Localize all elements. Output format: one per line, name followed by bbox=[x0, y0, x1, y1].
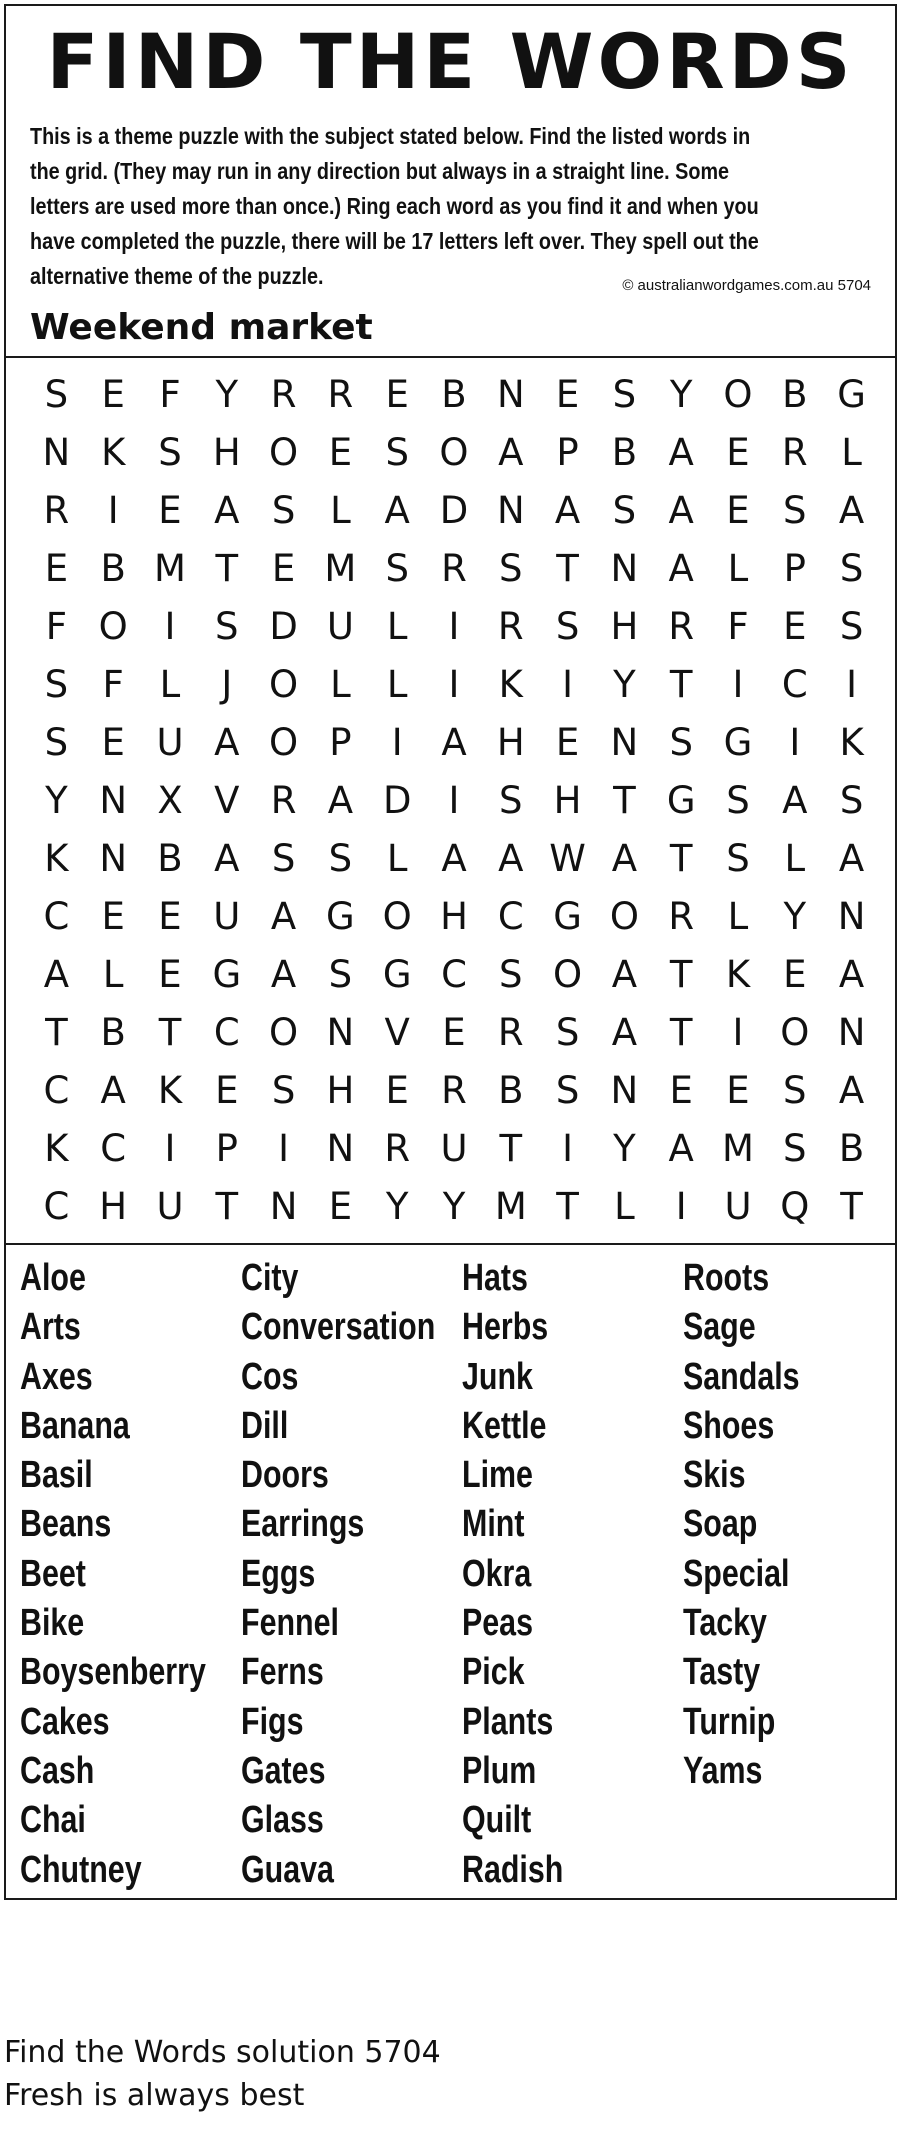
grid-cell[interactable]: E bbox=[328, 1185, 353, 1228]
grid-cell[interactable]: B bbox=[498, 1069, 524, 1112]
word-list-item: Lime bbox=[462, 1454, 533, 1497]
grid-cell[interactable]: S bbox=[555, 605, 580, 648]
word-list-item: Chai bbox=[20, 1799, 86, 1842]
grid-cell[interactable]: N bbox=[610, 1069, 639, 1112]
grid-cell[interactable]: O bbox=[723, 373, 753, 416]
grid-cell[interactable]: L bbox=[727, 547, 749, 590]
grid-cell[interactable]: A bbox=[838, 953, 865, 996]
word-list bbox=[20, 1254, 890, 1894]
grid-cell[interactable]: H bbox=[99, 1185, 128, 1228]
grid-cell[interactable]: Y bbox=[385, 1185, 409, 1228]
grid-cell[interactable]: E bbox=[555, 373, 580, 416]
word-list-item: Glass bbox=[241, 1799, 324, 1842]
grid-cell[interactable]: C bbox=[497, 895, 524, 938]
word-list-item: Eggs bbox=[241, 1552, 316, 1595]
grid-cell[interactable]: P bbox=[783, 547, 806, 590]
grid-cell[interactable]: T bbox=[45, 1011, 68, 1054]
grid-cell[interactable]: Y bbox=[45, 779, 68, 822]
grid-cell[interactable]: E bbox=[215, 1069, 239, 1112]
grid-cell[interactable]: A bbox=[498, 431, 524, 474]
grid-cell[interactable]: A bbox=[611, 1011, 638, 1054]
grid-cell[interactable]: I bbox=[562, 1127, 574, 1170]
grid-cell[interactable]: S bbox=[726, 837, 750, 880]
grid-cell[interactable]: B bbox=[100, 1011, 126, 1054]
word-list-column bbox=[20, 1254, 241, 1895]
grid-cell[interactable]: A bbox=[43, 953, 70, 996]
copyright-text: © australianwordgames.com.au 5704 bbox=[622, 277, 871, 294]
word-list-item: Ferns bbox=[241, 1651, 324, 1694]
grid-cell[interactable]: I bbox=[846, 663, 858, 706]
grid-cell[interactable]: O bbox=[439, 431, 469, 474]
grid-cell[interactable]: C bbox=[43, 895, 70, 938]
word-list-item: Okra bbox=[462, 1552, 532, 1595]
grid-cell[interactable]: B bbox=[838, 1127, 865, 1170]
grid-cell[interactable]: T bbox=[669, 953, 693, 996]
grid-cell[interactable]: I bbox=[562, 663, 574, 706]
grid-cell[interactable]: N bbox=[837, 895, 866, 938]
grid-cell[interactable]: R bbox=[441, 547, 467, 590]
word-list-item: Plum bbox=[462, 1749, 537, 1792]
grid-cell[interactable]: I bbox=[732, 1011, 744, 1054]
grid-cell[interactable]: S bbox=[44, 663, 69, 706]
grid-cell[interactable]: G bbox=[212, 953, 242, 996]
grid-cell[interactable]: I bbox=[278, 1127, 290, 1170]
grid-cell[interactable]: N bbox=[610, 547, 639, 590]
grid-cell[interactable]: T bbox=[215, 547, 239, 590]
grid-cell[interactable]: S bbox=[783, 489, 807, 532]
grid-cell[interactable]: I bbox=[732, 663, 744, 706]
grid-cell[interactable]: E bbox=[101, 721, 125, 764]
grid-cell[interactable]: I bbox=[391, 721, 403, 764]
grid-cell[interactable]: S bbox=[612, 373, 637, 416]
puzzle-box bbox=[4, 4, 897, 1900]
word-list-item: Fennel bbox=[241, 1602, 339, 1645]
grid-cell[interactable]: S bbox=[726, 779, 750, 822]
word-list-item: Sage bbox=[683, 1306, 756, 1349]
grid-cell[interactable]: K bbox=[839, 721, 864, 764]
grid-cell[interactable]: N bbox=[42, 431, 71, 474]
grid-cell[interactable]: C bbox=[43, 1069, 70, 1112]
word-list-item: Bike bbox=[20, 1602, 85, 1645]
grid-cell[interactable]: L bbox=[784, 837, 806, 880]
grid-cell[interactable]: N bbox=[99, 837, 128, 880]
grid-cell[interactable]: M bbox=[154, 547, 186, 590]
grid-cell[interactable]: A bbox=[270, 895, 297, 938]
grid-cell[interactable]: T bbox=[840, 1185, 863, 1228]
grid-cell[interactable]: N bbox=[99, 779, 128, 822]
word-list-item: Tasty bbox=[683, 1651, 761, 1694]
grid-cell[interactable]: T bbox=[215, 1185, 239, 1228]
grid-cell[interactable]: N bbox=[610, 721, 639, 764]
grid-cell[interactable]: K bbox=[157, 1069, 183, 1112]
word-list-item: Roots bbox=[683, 1257, 770, 1299]
grid-cell[interactable]: I bbox=[164, 1127, 176, 1170]
word-list-item: Basil bbox=[20, 1454, 93, 1497]
grid-cell[interactable]: L bbox=[386, 605, 408, 648]
word-list-item: Radish bbox=[462, 1848, 564, 1891]
grid-cell[interactable]: B bbox=[100, 547, 126, 590]
grid-cell[interactable]: S bbox=[44, 373, 69, 416]
word-list-item: Pick bbox=[462, 1651, 525, 1694]
word-list-item: Kettle bbox=[462, 1404, 547, 1447]
grid-cell[interactable]: C bbox=[441, 953, 467, 996]
grid-cell[interactable]: W bbox=[549, 837, 586, 880]
grid-cell[interactable]: I bbox=[164, 605, 176, 648]
grid-cell[interactable]: K bbox=[725, 953, 751, 996]
grid-cell[interactable]: T bbox=[556, 1185, 579, 1228]
grid-cell[interactable]: A bbox=[327, 779, 354, 822]
grid-cell[interactable]: R bbox=[270, 779, 297, 822]
grid-cell[interactable]: S bbox=[612, 489, 637, 532]
grid-cell[interactable]: X bbox=[157, 779, 183, 822]
grid-cell[interactable]: U bbox=[156, 721, 184, 764]
word-list-item: Guava bbox=[241, 1848, 334, 1891]
word-list-item: Dill bbox=[241, 1404, 289, 1447]
grid-cell[interactable]: Q bbox=[780, 1185, 810, 1228]
word-list-item: Earrings bbox=[241, 1503, 365, 1546]
grid-cell[interactable]: A bbox=[668, 489, 694, 532]
grid-cell[interactable]: E bbox=[101, 895, 125, 938]
grid-cell[interactable]: S bbox=[328, 953, 353, 996]
grid-cell[interactable]: O bbox=[269, 1011, 299, 1054]
grid-cell[interactable]: S bbox=[499, 547, 523, 590]
grid-cell[interactable]: L bbox=[614, 1185, 635, 1228]
grid-cell[interactable]: S bbox=[555, 1069, 580, 1112]
grid-cell[interactable]: C bbox=[43, 1185, 70, 1228]
grid-cell[interactable]: L bbox=[727, 895, 749, 938]
word-list-item: Soap bbox=[683, 1503, 758, 1546]
grid-cell[interactable]: G bbox=[723, 721, 753, 764]
grid-cell[interactable]: P bbox=[556, 431, 579, 474]
grid-cell[interactable]: S bbox=[271, 837, 296, 880]
grid-cell[interactable]: E bbox=[101, 373, 125, 416]
grid-cell[interactable]: E bbox=[385, 373, 409, 416]
grid-cell[interactable]: A bbox=[668, 431, 694, 474]
theme-title: Weekend market bbox=[30, 307, 373, 348]
word-list-column bbox=[462, 1254, 683, 1895]
word-list-item: Cos bbox=[241, 1355, 299, 1398]
word-list-item: Banana bbox=[20, 1404, 130, 1447]
grid-cell[interactable]: I bbox=[448, 779, 460, 822]
grid-cell[interactable]: A bbox=[611, 953, 638, 996]
grid-cell[interactable]: C bbox=[213, 1011, 240, 1054]
grid-cell[interactable]: S bbox=[783, 1069, 807, 1112]
grid-cell[interactable]: K bbox=[44, 1127, 69, 1170]
grid-cell[interactable]: H bbox=[212, 431, 241, 474]
grid-cell[interactable]: Y bbox=[783, 895, 807, 938]
word-list-item: Conversation bbox=[241, 1306, 436, 1349]
grid-cell[interactable]: I bbox=[448, 663, 460, 706]
grid-cell[interactable]: D bbox=[382, 779, 412, 822]
grid-cell[interactable]: M bbox=[494, 1185, 527, 1228]
word-list-item: Gates bbox=[241, 1749, 326, 1792]
word-list-item: Hats bbox=[462, 1257, 528, 1299]
grid-cell[interactable]: M bbox=[324, 547, 357, 590]
grid-cell[interactable]: B bbox=[441, 373, 467, 416]
grid-top-divider bbox=[6, 356, 895, 358]
grid-cell[interactable]: K bbox=[101, 431, 126, 474]
grid-cell[interactable]: S bbox=[385, 431, 409, 474]
grid-cell[interactable]: Y bbox=[669, 373, 693, 416]
grid-cell[interactable]: O bbox=[269, 431, 299, 474]
grid-cell[interactable]: T bbox=[499, 1127, 523, 1170]
grid-cell[interactable]: R bbox=[497, 1011, 524, 1054]
grid-cell[interactable]: R bbox=[441, 1069, 467, 1112]
grid-cell[interactable]: S bbox=[783, 1127, 807, 1170]
grid-cell[interactable]: E bbox=[328, 431, 353, 474]
grid-cell[interactable]: I bbox=[107, 489, 119, 532]
word-list-item: Skis bbox=[683, 1454, 746, 1497]
grid-cell[interactable]: H bbox=[440, 895, 468, 938]
grid-cell[interactable]: G bbox=[666, 779, 696, 822]
grid-cell[interactable]: P bbox=[329, 721, 352, 764]
word-list-item: Shoes bbox=[683, 1404, 775, 1447]
grid-cell[interactable]: Y bbox=[613, 1127, 636, 1170]
grid-cell[interactable]: E bbox=[726, 1069, 750, 1112]
grid-cell[interactable]: U bbox=[213, 895, 241, 938]
word-list-item: Doors bbox=[241, 1454, 329, 1497]
instructions-text: This is a theme puzzle with the subject stated below. Find the listed words in the grid. (They may run in any direction but always in a straight line. Some letters are used more than once.) Ring each word as you find it and when you have completed the puzzle, there will be 17 letters left over. They spell out the alternative theme of the puzzle. bbox=[30, 123, 759, 289]
grid-cell[interactable]: E bbox=[669, 1069, 693, 1112]
grid-cell[interactable]: M bbox=[722, 1127, 754, 1170]
grid-cell[interactable]: A bbox=[838, 1069, 865, 1112]
grid-cell[interactable]: S bbox=[839, 779, 864, 822]
grid-cell[interactable]: A bbox=[441, 721, 467, 764]
word-list-column bbox=[241, 1254, 462, 1895]
grid-cell[interactable]: E bbox=[158, 489, 182, 532]
grid-cell[interactable]: U bbox=[440, 1127, 468, 1170]
grid-cell[interactable]: E bbox=[385, 1069, 409, 1112]
grid-cell[interactable]: E bbox=[783, 605, 807, 648]
grid-cell[interactable]: A bbox=[214, 837, 240, 880]
grid-cell[interactable]: E bbox=[726, 489, 750, 532]
grid-cell[interactable]: S bbox=[271, 1069, 296, 1112]
solution-answer: Fresh is always best bbox=[4, 2078, 305, 2113]
grid-cell[interactable]: O bbox=[98, 605, 128, 648]
grid-cell[interactable]: V bbox=[214, 779, 240, 822]
grid-cell[interactable]: H bbox=[496, 721, 525, 764]
grid-cell[interactable]: P bbox=[215, 1127, 238, 1170]
grid-cell[interactable]: S bbox=[669, 721, 693, 764]
word-list-item: Chutney bbox=[20, 1848, 142, 1891]
grid-cell[interactable]: E bbox=[783, 953, 807, 996]
grid-cell[interactable]: T bbox=[669, 1011, 693, 1054]
letter-grid[interactable] bbox=[28, 366, 880, 1236]
grid-cell[interactable]: F bbox=[159, 373, 181, 416]
grid-cell[interactable]: I bbox=[448, 605, 460, 648]
word-list-item: Axes bbox=[20, 1355, 93, 1398]
word-list-item: Tacky bbox=[683, 1602, 767, 1645]
grid-cell[interactable]: T bbox=[669, 837, 693, 880]
grid-cell[interactable]: A bbox=[498, 837, 524, 880]
word-list-item: Beet bbox=[20, 1552, 86, 1595]
solution-label: Find the Words solution 5704 bbox=[4, 2035, 441, 2070]
grid-cell[interactable]: U bbox=[724, 1185, 752, 1228]
grid-cell[interactable]: E bbox=[158, 953, 182, 996]
grid-cell[interactable]: R bbox=[497, 605, 524, 648]
grid-cell[interactable]: L bbox=[102, 953, 124, 996]
word-list-item: Herbs bbox=[462, 1306, 549, 1349]
grid-cell[interactable]: O bbox=[553, 953, 583, 996]
word-list-item: Peas bbox=[462, 1602, 533, 1645]
grid-cell[interactable]: A bbox=[838, 489, 865, 532]
grid-cell[interactable]: L bbox=[386, 837, 408, 880]
word-list-item: Sandals bbox=[683, 1355, 800, 1398]
grid-cell[interactable]: V bbox=[384, 1011, 410, 1054]
word-list-item: Boysenberry bbox=[20, 1651, 206, 1694]
grid-cell[interactable]: B bbox=[157, 837, 183, 880]
grid-cell[interactable]: R bbox=[384, 1127, 411, 1170]
grid-cell[interactable]: L bbox=[330, 663, 351, 706]
grid-cell[interactable]: S bbox=[499, 779, 523, 822]
grid-cell[interactable]: E bbox=[726, 431, 750, 474]
grid-cell[interactable]: I bbox=[675, 1185, 687, 1228]
grid-cell[interactable]: D bbox=[439, 489, 469, 532]
grid-cell[interactable]: H bbox=[326, 1069, 355, 1112]
grid-cell[interactable]: A bbox=[214, 489, 240, 532]
grid-cell[interactable]: Y bbox=[613, 663, 636, 706]
grid-cell[interactable]: T bbox=[613, 779, 636, 822]
grid-cell[interactable]: R bbox=[781, 431, 808, 474]
grid-cell[interactable]: S bbox=[839, 605, 864, 648]
grid-cell[interactable]: S bbox=[499, 953, 523, 996]
grid-cell[interactable]: S bbox=[839, 547, 864, 590]
grid-cell[interactable]: Y bbox=[215, 373, 239, 416]
grid-cell[interactable]: A bbox=[214, 721, 240, 764]
grid-cell[interactable]: K bbox=[498, 663, 523, 706]
grid-cell[interactable]: A bbox=[838, 837, 865, 880]
word-list-item: Arts bbox=[20, 1306, 81, 1349]
grid-cell[interactable]: R bbox=[327, 373, 354, 416]
word-list-item: Figs bbox=[241, 1700, 304, 1743]
word-list-item: Beans bbox=[20, 1503, 112, 1546]
grid-cell[interactable]: A bbox=[668, 1127, 694, 1170]
word-list-item: Quilt bbox=[462, 1799, 532, 1842]
word-list-item: Aloe bbox=[20, 1257, 86, 1299]
grid-cell[interactable]: E bbox=[442, 1011, 466, 1054]
grid-cell[interactable]: A bbox=[611, 837, 638, 880]
grid-cell[interactable]: T bbox=[556, 547, 579, 590]
grid-cell[interactable]: N bbox=[269, 1185, 298, 1228]
grid-cell[interactable]: N bbox=[326, 1011, 355, 1054]
grid-cell[interactable]: H bbox=[610, 605, 639, 648]
grid-cell[interactable]: B bbox=[611, 431, 638, 474]
grid-cell[interactable]: A bbox=[668, 547, 694, 590]
grid-cell[interactable]: N bbox=[326, 1127, 355, 1170]
grid-cell[interactable]: H bbox=[553, 779, 582, 822]
word-list-item: Plants bbox=[462, 1700, 554, 1743]
word-list-item: Yams bbox=[683, 1749, 763, 1792]
grid-cell[interactable]: F bbox=[727, 605, 749, 648]
word-list-column bbox=[683, 1254, 890, 1895]
grid-cell[interactable]: F bbox=[45, 605, 68, 648]
grid-cell[interactable]: L bbox=[159, 663, 181, 706]
grid-cell[interactable]: E bbox=[555, 721, 580, 764]
grid-cell[interactable]: E bbox=[158, 895, 182, 938]
solution-block bbox=[4, 2031, 441, 2117]
grid-cell[interactable]: T bbox=[669, 663, 693, 706]
grid-cell[interactable]: A bbox=[441, 837, 467, 880]
word-list-item: Cakes bbox=[20, 1700, 110, 1743]
grid-cell[interactable]: N bbox=[837, 1011, 866, 1054]
grid-cell[interactable]: G bbox=[382, 953, 412, 996]
grid-cell[interactable]: A bbox=[270, 953, 297, 996]
grid-cell[interactable]: B bbox=[782, 373, 808, 416]
grid-cell[interactable]: U bbox=[326, 605, 354, 648]
grid-cell[interactable]: K bbox=[44, 837, 69, 880]
grid-cell[interactable]: S bbox=[328, 837, 353, 880]
grid-cell[interactable]: G bbox=[326, 895, 355, 938]
grid-cell[interactable]: O bbox=[780, 1011, 810, 1054]
grid-cell[interactable]: J bbox=[221, 663, 233, 706]
puzzle-title: FIND THE WORDS bbox=[46, 17, 855, 106]
grid-cell[interactable]: C bbox=[781, 663, 808, 706]
grid-bottom-divider bbox=[6, 1243, 895, 1245]
grid-cell[interactable]: S bbox=[385, 547, 409, 590]
grid-cell[interactable]: L bbox=[330, 489, 351, 532]
grid-cell[interactable]: A bbox=[782, 779, 808, 822]
grid-cell[interactable]: G bbox=[837, 373, 866, 416]
grid-cell[interactable]: D bbox=[269, 605, 298, 648]
grid-cell[interactable]: L bbox=[841, 431, 862, 474]
grid-cell[interactable]: O bbox=[269, 663, 299, 706]
grid-cell[interactable]: I bbox=[789, 721, 801, 764]
grid-cell[interactable]: L bbox=[386, 663, 408, 706]
grid-cell[interactable]: R bbox=[668, 605, 695, 648]
grid-cell[interactable]: Y bbox=[442, 1185, 466, 1228]
grid-cell[interactable]: N bbox=[496, 489, 525, 532]
word-list-item: Special bbox=[683, 1552, 790, 1595]
grid-cell[interactable]: R bbox=[668, 895, 695, 938]
grid-cell[interactable]: R bbox=[43, 489, 70, 532]
grid-cell[interactable]: N bbox=[496, 373, 525, 416]
grid-cell[interactable]: U bbox=[156, 1185, 184, 1228]
grid-cell[interactable]: O bbox=[382, 895, 412, 938]
grid-cell[interactable]: S bbox=[215, 605, 239, 648]
grid-cell[interactable]: F bbox=[102, 663, 124, 706]
grid-cell[interactable]: E bbox=[271, 547, 296, 590]
grid-cell[interactable]: T bbox=[158, 1011, 182, 1054]
word-list-item: Junk bbox=[462, 1355, 533, 1398]
grid-cell[interactable]: R bbox=[270, 373, 297, 416]
grid-cell[interactable]: C bbox=[100, 1127, 127, 1170]
grid-cell[interactable]: O bbox=[609, 895, 639, 938]
grid-cell[interactable]: A bbox=[554, 489, 581, 532]
word-list-item: Turnip bbox=[683, 1700, 776, 1743]
grid-cell[interactable]: S bbox=[44, 721, 69, 764]
grid-cell[interactable]: S bbox=[158, 431, 182, 474]
word-list-item: City bbox=[241, 1257, 299, 1299]
grid-cell[interactable]: A bbox=[100, 1069, 126, 1112]
grid-cell[interactable]: S bbox=[271, 489, 296, 532]
grid-cell[interactable]: A bbox=[384, 489, 410, 532]
grid-cell[interactable]: S bbox=[555, 1011, 580, 1054]
grid-cell[interactable]: E bbox=[44, 547, 69, 590]
grid-cell[interactable]: G bbox=[553, 895, 582, 938]
word-list-item: Mint bbox=[462, 1503, 525, 1546]
grid-cell[interactable]: O bbox=[269, 721, 299, 764]
word-list-item: Cash bbox=[20, 1749, 95, 1792]
